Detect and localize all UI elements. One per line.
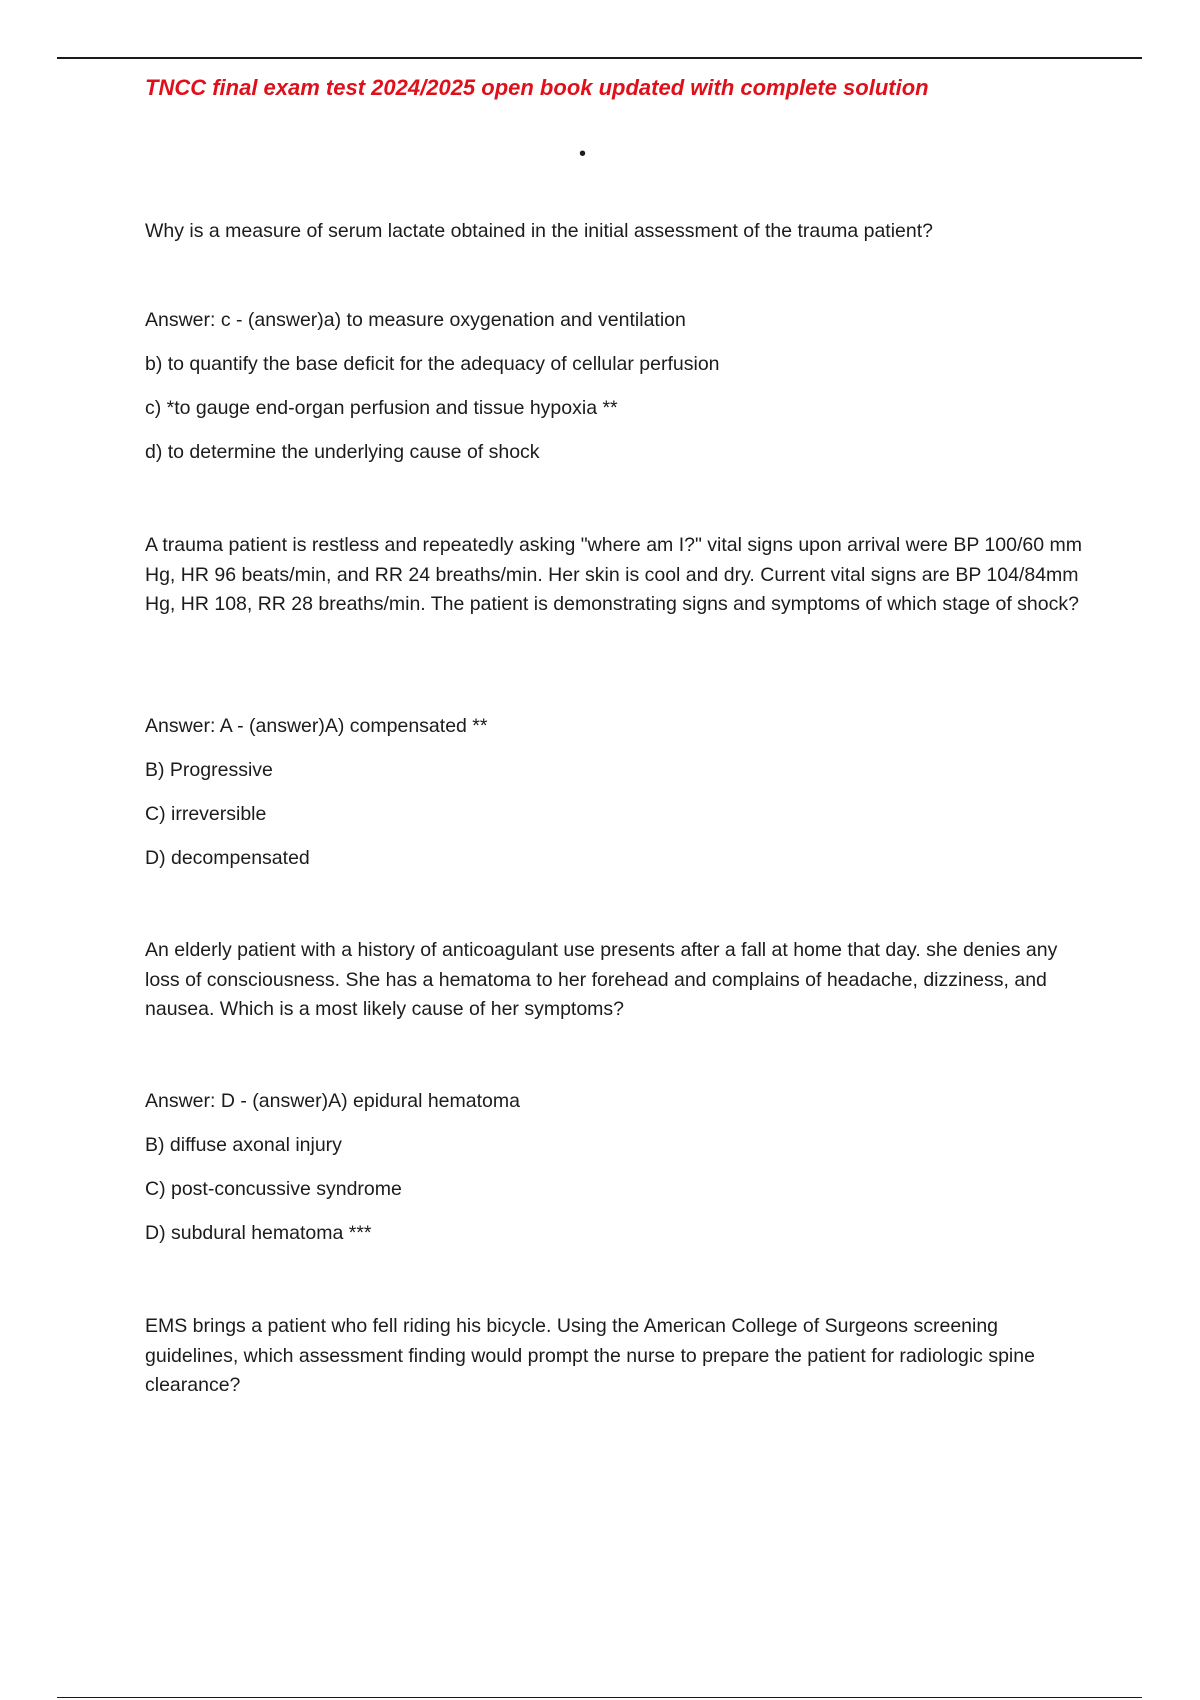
question-text: An elderly patient with a history of anticoagulant use presents after a fall at home that day. she denies any loss of consciousness. She has a hematoma to her forehead and complains of headache, dizziness, and nausea. Which is a most likely cause of her symptoms? [145,939,1058,1020]
bullet-point: • [579,143,587,165]
answer-line: Answer: D - (answer)A) epidural hematoma [145,1090,520,1112]
option-line: D) subdural hematoma *** [145,1222,372,1244]
answer-options-3 [145,1089,1085,1265]
bottom-rule [57,1697,1142,1698]
question-block-2 [145,531,1085,620]
document-page [145,72,1085,1396]
answer-options-1 [145,308,1085,484]
question-text: A trauma patient is restless and repeatedly asking "where am I?" vital signs upon arrival were BP 100/60 mm Hg, HR 96 beats/min, and RR 24 breaths/min. Her skin is cool and dry. Current vital signs are BP 104/84mm Hg, HR 108, RR 28 breaths/min. The patient is demonstrating signs and symptoms of which stage of shock? [145,534,1082,615]
question-block-3 [145,936,1085,1025]
top-rule [57,57,1142,59]
answer-options-2 [145,714,1085,890]
option-line: B) diffuse axonal injury [145,1134,342,1156]
option-line: c) *to gauge end-organ perfusion and tissue hypoxia ** [145,397,618,419]
option-line: B) Progressive [145,759,273,781]
option-line: C) post-concussive syndrome [145,1178,402,1200]
question-text: Why is a measure of serum lactate obtained in the initial assessment of the trauma patient? [145,220,933,242]
document-title: TNCC final exam test 2024/2025 open book updated with complete solution [145,75,929,100]
answer-line: Answer: A - (answer)A) compensated ** [145,715,488,737]
question-block-1 [145,217,1085,247]
option-line: D) decompensated [145,847,310,869]
answer-line: Answer: c - (answer)a) to measure oxygenation and ventilation [145,309,686,331]
question-text: EMS brings a patient who fell riding his bicycle. Using the American College of Surgeons screening guidelines, which assessment finding would prompt the nurse to prepare the patient for radiologic spine clearance? [145,1315,1035,1396]
option-line: d) to determine the underlying cause of shock [145,441,540,463]
question-block-4 [145,1312,1085,1401]
option-line: b) to quantify the base deficit for the adequacy of cellular perfusion [145,353,720,375]
option-line: C) irreversible [145,803,267,825]
